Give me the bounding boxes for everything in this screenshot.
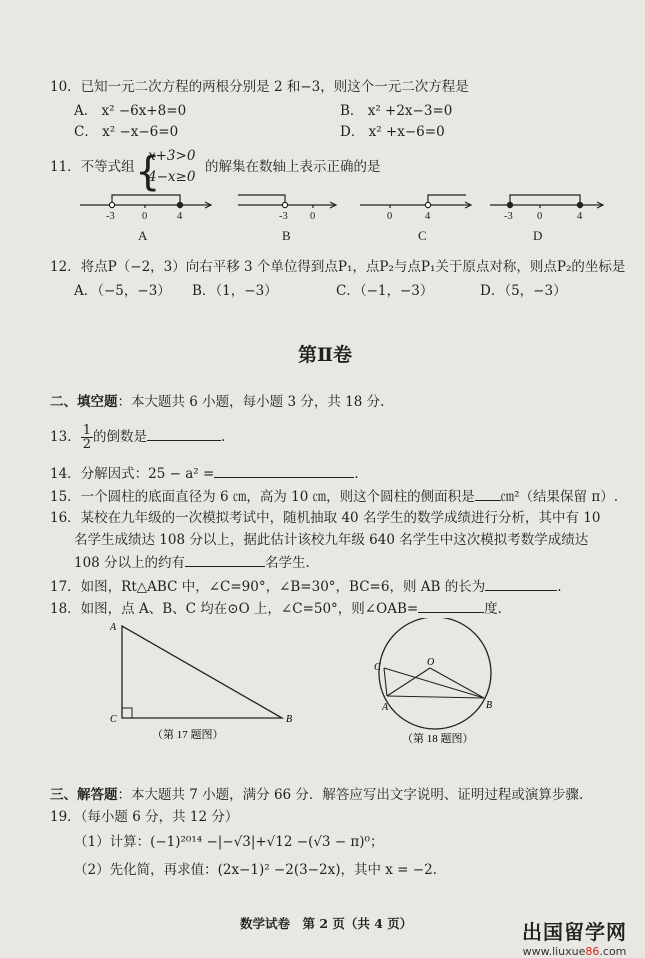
fig18-label-c: C xyxy=(374,662,381,673)
fig17-label-b: B xyxy=(286,714,293,725)
q15-answer-blank xyxy=(475,488,501,501)
q13-answer-blank xyxy=(147,428,221,441)
q12-stem: 12．将点P（−2，3）向右平移 3 个单位得到点P₁，点P₂与点P₁关于原点对称，则点P₂的坐标是 xyxy=(50,259,626,275)
section-2-heading: 二、填空题：本大题共 6 小题，每小题 3 分，共 18 分. xyxy=(50,394,385,410)
q12-option-d: D．（5，−3） xyxy=(480,283,567,299)
q14-answer-blank xyxy=(214,465,354,478)
fig18-label-o: O xyxy=(427,657,435,668)
q16-line-2: 名学生成绩达 108 分以上，据此估计该校九年级 640 名学生中这次模拟考数学成绩达 xyxy=(74,532,589,548)
label-a: A xyxy=(138,228,148,243)
tick-b-neg3: -3 xyxy=(279,211,288,222)
q10-option-a: A． x² −6x+8=0 xyxy=(74,103,187,119)
number-line-b xyxy=(238,195,336,208)
q16-answer-blank xyxy=(185,554,265,567)
q11-number-lines xyxy=(0,185,645,245)
system-brace: { xyxy=(135,149,161,195)
q11-inequality-1: x+3>0 xyxy=(148,148,196,164)
q10-stem: 10．已知一元二次方程的两根分别是 2 和−3，则这个一元二次方程是 xyxy=(50,79,469,95)
q10-option-d: D． x² +x−6=0 xyxy=(340,124,445,140)
q16-line-1: 16．某校在九年级的一次模拟考试中，随机抽取 40 名学生的数学成绩进行分析，其中有 10 xyxy=(50,510,601,526)
number-line-a xyxy=(80,195,211,208)
tick-d-0: 0 xyxy=(537,211,543,222)
q13: 13． $\frac{1}{2}$ 的倒数是 . xyxy=(50,423,226,452)
fig18-label-a: A xyxy=(382,702,389,713)
q19-part-1: （1）计算：(−1)²⁰¹⁴ −|−√3|+√12 −(√3 − π)⁰； xyxy=(74,834,384,850)
q11-stem-prefix: 11．不等式组 xyxy=(50,159,135,175)
q17-answer-blank xyxy=(485,578,557,591)
q19-head: 19．（每小题 6 分，共 12 分） xyxy=(50,809,239,825)
tick-c-0: 0 xyxy=(387,211,393,222)
fig17-label-a: A xyxy=(110,622,117,633)
label-d: D xyxy=(533,228,543,243)
tick-d-4: 4 xyxy=(577,211,583,222)
tick-d-neg3: -3 xyxy=(504,211,513,222)
q10-option-c: C． x² −x−6=0 xyxy=(74,124,179,140)
figure-18-circle xyxy=(358,618,508,748)
page-footer: 数学试卷 第 2 页（共 4 页） xyxy=(240,916,413,931)
q10-option-b: B． x² +2x−3=0 xyxy=(340,103,453,119)
q11-stem-suffix: 的解集在数轴上表示正确的是 xyxy=(205,159,381,175)
tick-a-neg3: -3 xyxy=(106,211,115,222)
fig17-caption: （第 17 题图） xyxy=(152,729,224,741)
number-line-d xyxy=(490,195,603,208)
tick-b-0: 0 xyxy=(310,211,316,222)
tick-c-4: 4 xyxy=(425,211,431,222)
number-line-c xyxy=(360,195,471,208)
q12-option-c: C．（−1，−3） xyxy=(336,283,434,299)
q18-answer-blank xyxy=(418,600,484,613)
q15: 15．一个圆柱的底面直径为 6 ㎝，高为 10 ㎝，则这个圆柱的侧面积是 ㎝²（结果保留 π）. xyxy=(50,489,618,505)
fig18-label-b: B xyxy=(486,700,493,711)
label-c: C xyxy=(418,228,427,243)
q18: 18．如图，点 A、B、C 均在⊙O 上，∠C=50°，则∠OAB= 度. xyxy=(50,601,502,617)
q12-option-b: B．（1，−3） xyxy=(192,283,278,299)
fraction-one-half: $\frac{1}{2}$ xyxy=(82,423,91,452)
q16-line-3: 108 分以上的约有 名学生. xyxy=(74,555,310,571)
part-2-title: 第Ⅱ卷 xyxy=(298,344,353,366)
label-b: B xyxy=(282,228,291,243)
fig18-caption: （第 18 题图） xyxy=(402,733,474,745)
q17: 17．如图，Rt△ABC 中，∠C=90°，∠B=30°，BC=6，则 AB 的长为 . xyxy=(50,579,562,595)
tick-a-0: 0 xyxy=(142,211,148,222)
watermark-logo: 出国留学网 www.liuxue86.com xyxy=(522,920,627,958)
q14: 14．分解因式：25 − a² = . xyxy=(50,466,359,482)
fig17-label-c: C xyxy=(110,714,117,725)
q12-option-a: A．（−5，−3） xyxy=(74,283,171,299)
section-3-heading: 三、解答题：本大题共 7 小题，满分 66 分．解答应写出文字说明、证明过程或演算步骤. xyxy=(50,787,584,803)
tick-a-4: 4 xyxy=(177,211,183,222)
figure-17-triangle xyxy=(100,618,310,748)
q11-inequality-2: 4−x≥0 xyxy=(148,169,196,185)
q19-part-2: （2）先化简，再求值：(2x−1)² −2(3−2x)，其中 x = −2. xyxy=(74,862,437,878)
